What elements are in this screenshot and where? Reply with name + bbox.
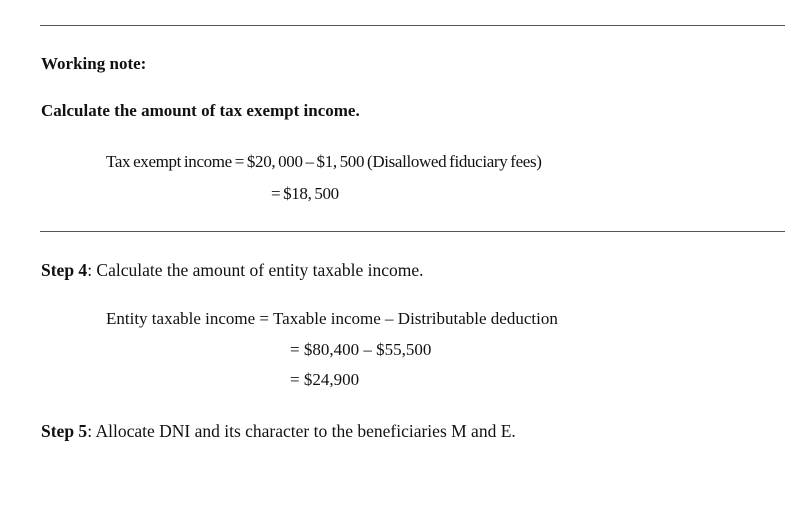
working-note-heading: Working note: — [41, 54, 147, 73]
step-5-line — [41, 423, 516, 441]
step-4-label: Step 4 — [41, 260, 88, 280]
tax-exempt-equation-line-1: Tax exempt income = $20, 000 – $1, 500 (Disallowed fiduciary fees) — [106, 152, 542, 171]
step-5-text: : Allocate DNI and its character to the beneficiaries M and E. — [87, 421, 516, 441]
middle-divider — [40, 231, 785, 232]
step-4-text: : Calculate the amount of entity taxable income. — [87, 260, 424, 280]
entity-taxable-equation-line-2: = $80,400 – $55,500 — [290, 340, 432, 359]
step-4-line — [41, 262, 423, 280]
tax-exempt-equation-line-2: = $18, 500 — [271, 184, 339, 203]
working-note-instruction: Calculate the amount of tax exempt income. — [41, 101, 360, 120]
top-divider — [40, 25, 785, 26]
entity-taxable-equation-line-3: = $24,900 — [290, 370, 360, 389]
entity-taxable-equation-line-1: Entity taxable income = Taxable income – Distributable deduction — [106, 309, 558, 328]
step-5-label: Step 5 — [41, 421, 88, 441]
